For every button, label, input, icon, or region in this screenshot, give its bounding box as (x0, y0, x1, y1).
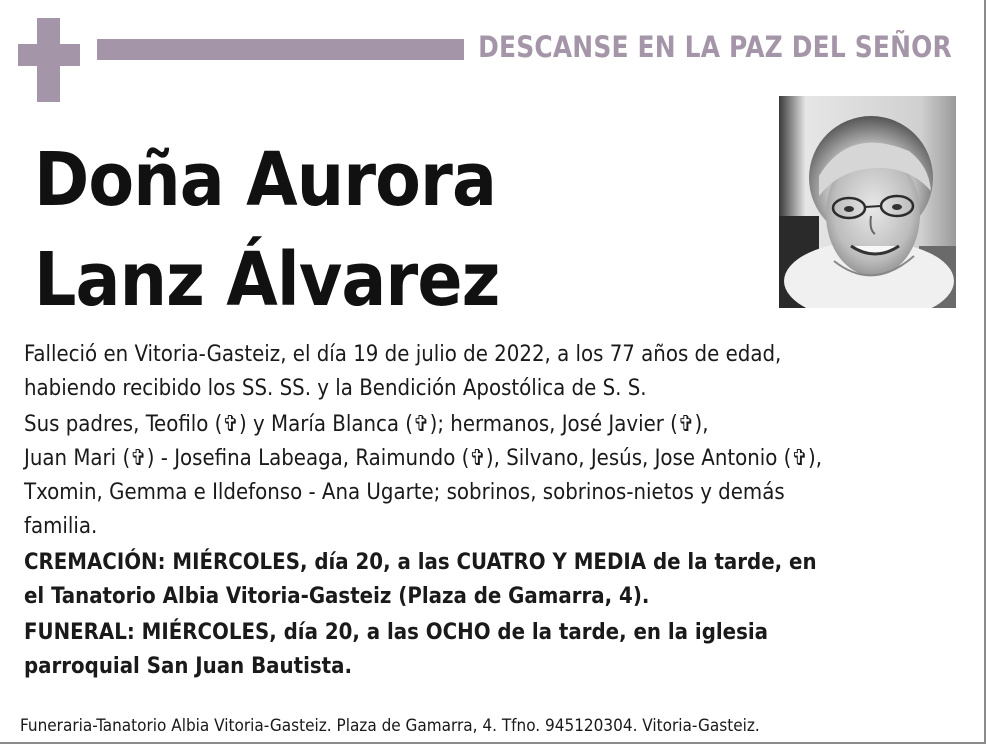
funeral-home-footer: Funeraria-Tanatorio Albia Vitoria-Gasteiz. Plaza de Gamarra, 4. Tfno. 945120304. Vitoria-Gasteiz. (20, 716, 760, 736)
deceased-name-line1: Doña Aurora (34, 137, 497, 223)
deceased-name (34, 130, 499, 330)
cross-icon (18, 18, 80, 102)
family-list: Sus padres, Teofilo (✞) y María Blanca (✞); hermanos, José Javier (✞), Juan Mari (✞) - Josefina Labeaga, Raimundo (✞), Silvano, Jesús, Jose Antonio (✞), Txomin, Gemma e Ildefonso - Ana Ugarte; sobrinos, sobrinos-nietos y demás familia. (24, 412, 822, 539)
deceased-name-line2: Lanz Álvarez (34, 237, 500, 323)
deceased-photo (779, 96, 956, 308)
funeral-notice: FUNERAL: MIÉRCOLES, día 20, a las OCHO de la tarde, en la iglesia parroquial San Juan Bautista. (24, 620, 768, 679)
header-title: DESCANSE EN LA PAZ DEL SEÑOR (478, 30, 952, 64)
header-rule (97, 39, 464, 60)
obituary-body (24, 338, 974, 684)
death-announcement: Falleció en Vitoria-Gasteiz, el día 19 de julio de 2022, a los 77 años de edad, habiendo recibido los SS. SS. y la Bendición Apostólica de S. S. (24, 342, 782, 401)
cremation-notice: CREMACIÓN: MIÉRCOLES, día 20, a las CUATRO Y MEDIA de la tarde, en el Tanatorio Albia Vitoria-Gasteiz (Plaza de Gamarra, 4). (24, 550, 817, 609)
